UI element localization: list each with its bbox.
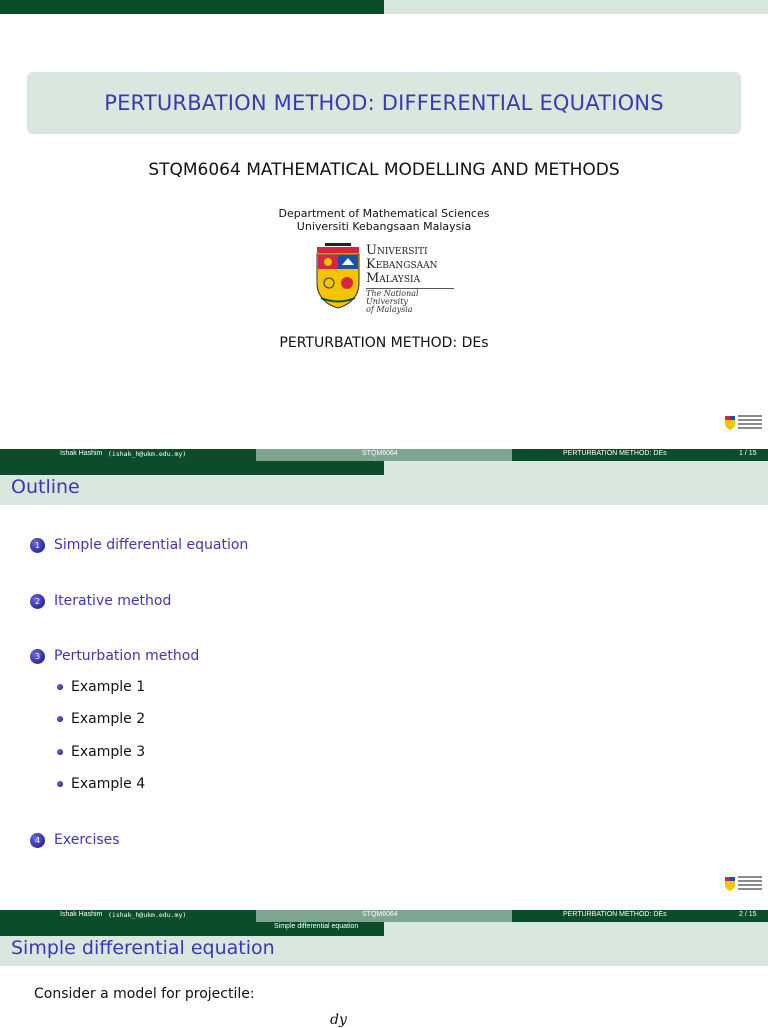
toc-subsection-3[interactable] [57, 744, 145, 760]
nav-bar-light [384, 922, 768, 936]
footer-page-number: 2 / 15 [739, 911, 757, 918]
toc-section-label: Perturbation method [54, 648, 200, 664]
logo-tagline-1: The National University [366, 289, 419, 306]
footer-page-number: 1 / 15 [739, 450, 757, 457]
logo-line-3: Malaysia [366, 271, 421, 286]
toc-subsection-2[interactable] [57, 711, 145, 727]
toc-section-label: Simple differential equation [54, 537, 249, 553]
section-number-badge: 3 [30, 649, 45, 664]
footer-email: (ishak_h@ukm.edu.my) [108, 911, 187, 919]
nav-bar-dark [0, 461, 384, 475]
toc-section-label: Iterative method [54, 593, 172, 609]
nav-bar-dark [0, 0, 384, 14]
footer-short-title: PERTURBATION METHOD: DEs [563, 450, 667, 457]
footer-email: (ishak_h@ukm.edu.my) [108, 450, 187, 458]
frame-title-bar [0, 475, 768, 505]
nav-bar-light [384, 0, 768, 14]
toc-subsection-1[interactable] [57, 679, 145, 695]
university-name: Universiti Kebangsaan Malaysia [296, 220, 472, 233]
frame-title-bar [0, 936, 768, 966]
body-text: Consider a model for projectile: [34, 986, 255, 1002]
bullet-icon [57, 781, 63, 787]
toc-subsection-label: Example 4 [71, 776, 146, 792]
institute [0, 207, 768, 233]
footer-course: STQM6064 [362, 450, 398, 457]
footer-author: Ishak Hashim [60, 450, 103, 457]
toc-section-3[interactable] [30, 648, 199, 664]
toc-section-2[interactable] [30, 593, 171, 609]
section-number-badge: 4 [30, 833, 45, 848]
department-name: Department of Mathematical Sciences [278, 207, 490, 220]
toc-section-1[interactable] [30, 537, 248, 553]
footer-slide-2 [0, 910, 768, 922]
bullet-icon [57, 716, 63, 722]
footer-short-title: PERTURBATION METHOD: DEs [563, 911, 667, 918]
logo-tagline-2: of Malaysia [366, 305, 413, 314]
footer-author: Ishak Hashim [60, 911, 103, 918]
toc-subsection-label: Example 2 [71, 711, 146, 727]
logo-wordmark [366, 244, 456, 314]
ukm-shield-icon [313, 243, 363, 309]
equation-fragment: dy [330, 1012, 347, 1028]
section-number-badge: 2 [30, 594, 45, 609]
bullet-icon [57, 684, 63, 690]
frame-title: Outline [11, 476, 80, 498]
logo-line-2: Kebangsaan [366, 257, 438, 272]
toc-subsection-4[interactable] [57, 776, 145, 792]
bullet-icon [57, 749, 63, 755]
toc-section-label: Exercises [54, 832, 120, 848]
ukm-logo [313, 243, 455, 314]
footer-course: STQM6064 [362, 911, 398, 918]
toc-subsection-label: Example 1 [71, 679, 146, 695]
footer-slide-1 [0, 449, 768, 461]
toc-subsection-label: Example 3 [71, 744, 146, 760]
nav-bar-light [384, 461, 768, 475]
section-number-badge: 1 [30, 538, 45, 553]
course-subtitle: STQM6064 MATHEMATICAL MODELLING AND METHODS [148, 160, 620, 180]
presentation-title: PERTURBATION METHOD: DIFFERENTIAL EQUATIONS [104, 91, 664, 115]
title-box [27, 72, 741, 134]
frame-title: Simple differential equation [11, 937, 275, 959]
corner-logo-icon [724, 873, 762, 893]
short-title: PERTURBATION METHOD: DEs [279, 335, 489, 351]
nav-section-link[interactable]: Simple differential equation [274, 923, 359, 930]
corner-logo-icon [724, 412, 762, 432]
logo-line-1: Universiti [366, 243, 428, 258]
toc-section-4[interactable] [30, 832, 120, 848]
